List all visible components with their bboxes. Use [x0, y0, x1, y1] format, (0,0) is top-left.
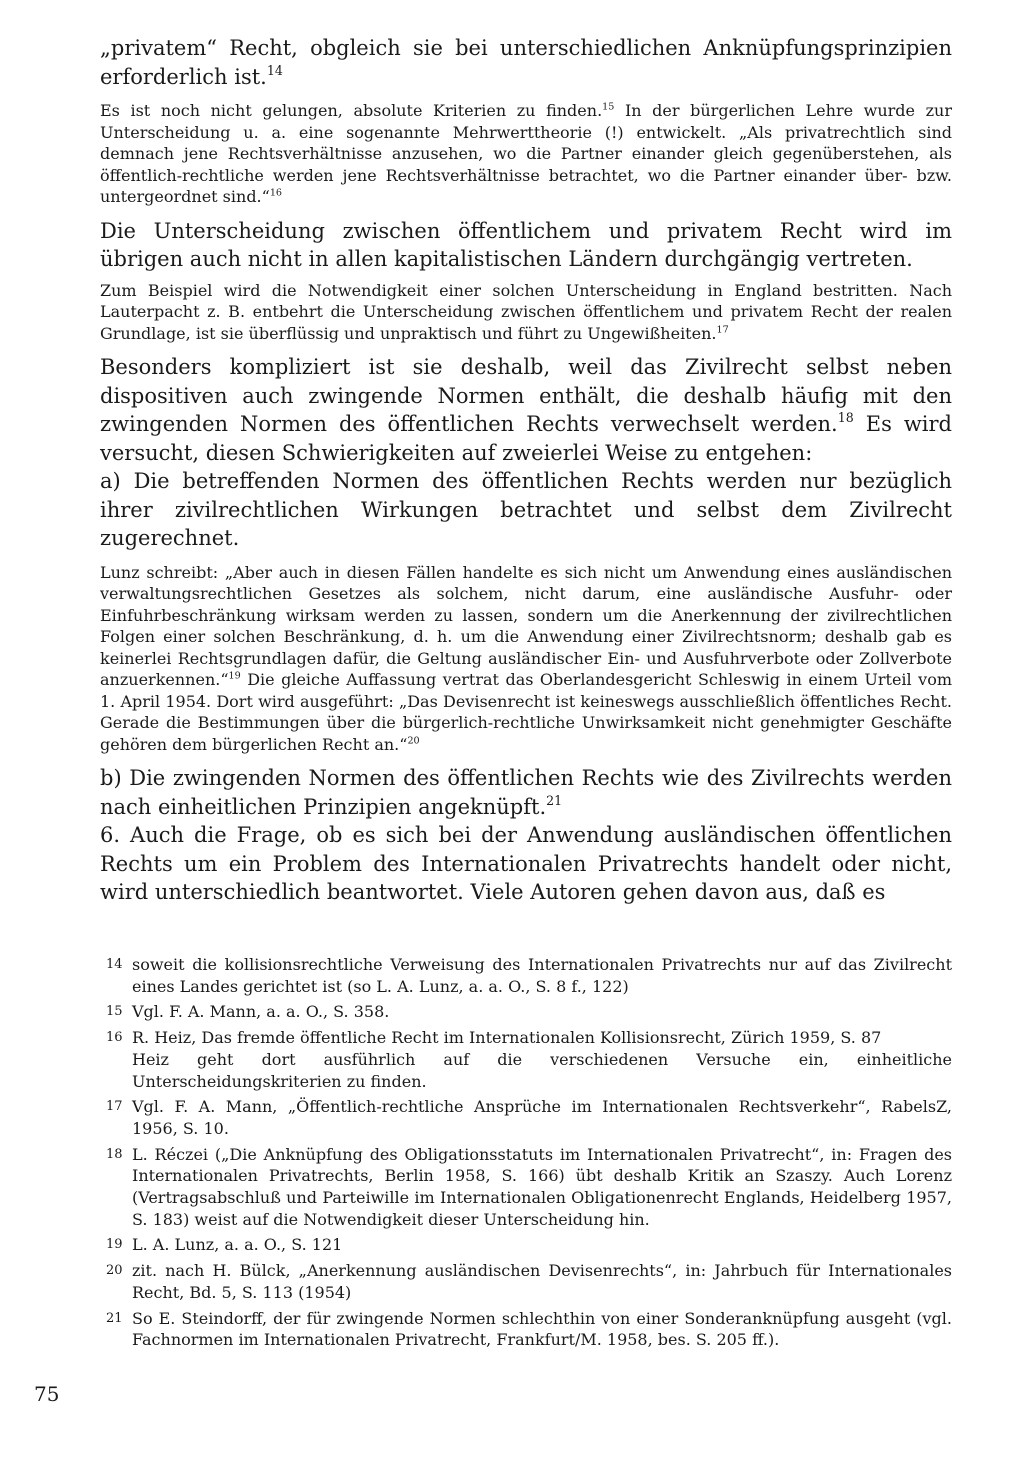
footnote-ref-17: 17 [716, 323, 729, 335]
footnote-ref-19: 19 [228, 670, 241, 682]
paragraph-3: Die Unterscheidung zwischen öffentlichem und privatem Recht wird im übrigen auch nicht in allen kapitalistischen Ländern durchgängig vertreten. [100, 218, 952, 271]
paragraph-1: „privatem“ Recht, obgleich sie bei unterschiedlichen Anknüpfungsprinzipien erforderlich ist.$^{14}$ [100, 36, 952, 89]
footnote-ref-18: 18 [837, 410, 854, 426]
paragraph-4: Zum Beispiel wird die Notwendigkeit einer solchen Unterscheidung in England bestritten. Nach Lauterpacht z. B. entbehrt die Unterscheidung zwischen öffentlichem und privatem Recht der realen Grundlage, ist sie überflüssig und unpraktisch und führt zu Ungewißheiten.$^{17}$ [100, 280, 952, 343]
paragraph-6: a) Die betreffenden Normen des öffentlichen Rechts werden nur bezüglich ihrer zivilrechtlichen Wirkungen betrachtet und selbst dem Zivilrecht zugerechnet. [100, 469, 952, 550]
paragraph-7: Lunz schreibt: „Aber auch in diesen Fällen handelte es sich nicht um Anwendung eines ausländischen verwaltungsrechtlichen Gesetzes als solchem, nicht darum, eine ausländische Ausfuhr- oder Einfuhrbeschränkung wirksam werden zu lassen, sondern um die Anerkennung der zivilrechtlichen Folgen einer solchen Beschränkung, d. h. um die Anwendung einer Zivilrechtsnorm; deshalb gab es keinerlei Rechtsgrundlagen dafür, die Geltung ausländischer Ein- und Ausfuhrverbote oder Zollverbote anzuerkennen.“$^{19}$ Die gleiche Auffassung vertrat das Oberlandesgericht Schleswig in einem Urteil vom 1. April 1954. Dort wird ausgeführt: „Das Devisenrecht ist keineswegs ausschließlich öffentliches Recht. Gerade die Bestimmungen über die bürgerlich-rechtliche Unwirksamkeit nicht genehmigter Geschäfte gehören dem bürgerlichen Recht an.“$^{20}$ [100, 562, 952, 754]
footnote-ref-15: 15 [602, 101, 615, 113]
footnote-ref-20: 20 [407, 734, 420, 746]
main-text [100, 34, 952, 907]
footnote-ref-14: 14 [266, 62, 283, 78]
page-number: 75 [34, 1382, 60, 1406]
paragraph-2: Es ist noch nicht gelungen, absolute Kriterien zu finden.$^{15}$ In der bürgerlichen Lehre wurde zur Unterscheidung u. a. eine sogenannte Mehrwerttheorie (!) entwickelt. „Als privatrechtlich sind demnach jene Rechtsverhältnisse anzusehen, wo die Partner einander gleich gegenüberstehen, als öffentlich-rechtliche werden jene Rechtsverhältnisse betrachtet, wo die Partner einander über- bzw. untergeordnet sind.“$^{16}$ [100, 101, 952, 206]
footnote-17: 17 Vgl. F. A. Mann, „Öffentlich-rechtliche Ansprüche im Internationalen Rechtsverkehr“, RabelsZ, 1956, S. 10. [106, 1097, 952, 1138]
footnote-16: 16 R. Heiz, Das fremde öffentliche Recht im Internationalen Kollisionsrecht, Zürich 1959, S. 87 Heiz geht dort ausführlich auf die verschiedenen Versuche ein, einheitliche Unterscheidungskriterien zu finden. [106, 1028, 952, 1091]
paragraph-8: b) Die zwingenden Normen des öffentlichen Rechts wie des Zivilrechts werden nach einheitlichen Prinzipien angeknüpft.$^{21}$ [100, 766, 952, 819]
footnotes [106, 954, 952, 1355]
footnote-14: 14 soweit die kollisionsrechtliche Verweisung des Internationalen Privatrechts nur auf das Zivilrecht eines Landes gerichtet ist (so L. A. Lunz, a. a. O., S. 8 f., 122) [106, 955, 952, 996]
footnote-20: 20 zit. nach H. Bülck, „Anerkennung ausländischen Devisenrechts“, in: Jahrbuch für Internationales Recht, Bd. 5, S. 113 (1954) [106, 1261, 952, 1302]
paragraph-5: Besonders kompliziert ist sie deshalb, weil das Zivilrecht selbst neben dispositiven auch zwingende Normen enthält, die deshalb häufig mit den zwingenden Normen des öffentlichen Rechts verwechselt werden.$^{18}$ Es wird versucht, diesen Schwierigkeiten auf zweierlei Weise zu entgehen: [100, 355, 952, 465]
footnote-ref-21: 21 [546, 792, 563, 808]
footnote-19: 19 L. A. Lunz, a. a. O., S. 121 [106, 1235, 343, 1255]
footnote-18: 18 L. Réczei („Die Anknüpfung des Obligationsstatuts im Internationalen Privatrecht“, in: Fragen des Internationalen Privatrechts, Berlin 1958, S. 166) übt deshalb Kritik an Szaszy. Auch Lorenz (Vertragsabschluß und Parteiwille im Internationalen Obligationenrecht Englands, Heidelberg 1957, S. 183) weist auf die Notwendigkeit dieser Unterscheidung hin. [106, 1144, 952, 1229]
footnote-21: 21 So E. Steindorff, der für zwingende Normen schlechthin von einer Sonderanknüpfung ausgeht (vgl. Fachnormen im Internationalen Privatrecht, Frankfurt/M. 1958, bes. S. 205 ff.). [106, 1308, 952, 1350]
paragraph-9: 6. Auch die Frage, ob es sich bei der Anwendung ausländischen öffentlichen Rechts um ein Problem des Internationalen Privatrechts handelt oder nicht, wird unterschiedlich beantwortet. Viele Autoren gehen davon aus, daß es [100, 823, 952, 904]
footnote-ref-16: 16 [269, 187, 283, 199]
footnote-15: 15 Vgl. F. A. Mann, a. a. O., S. 358. [106, 1002, 390, 1022]
